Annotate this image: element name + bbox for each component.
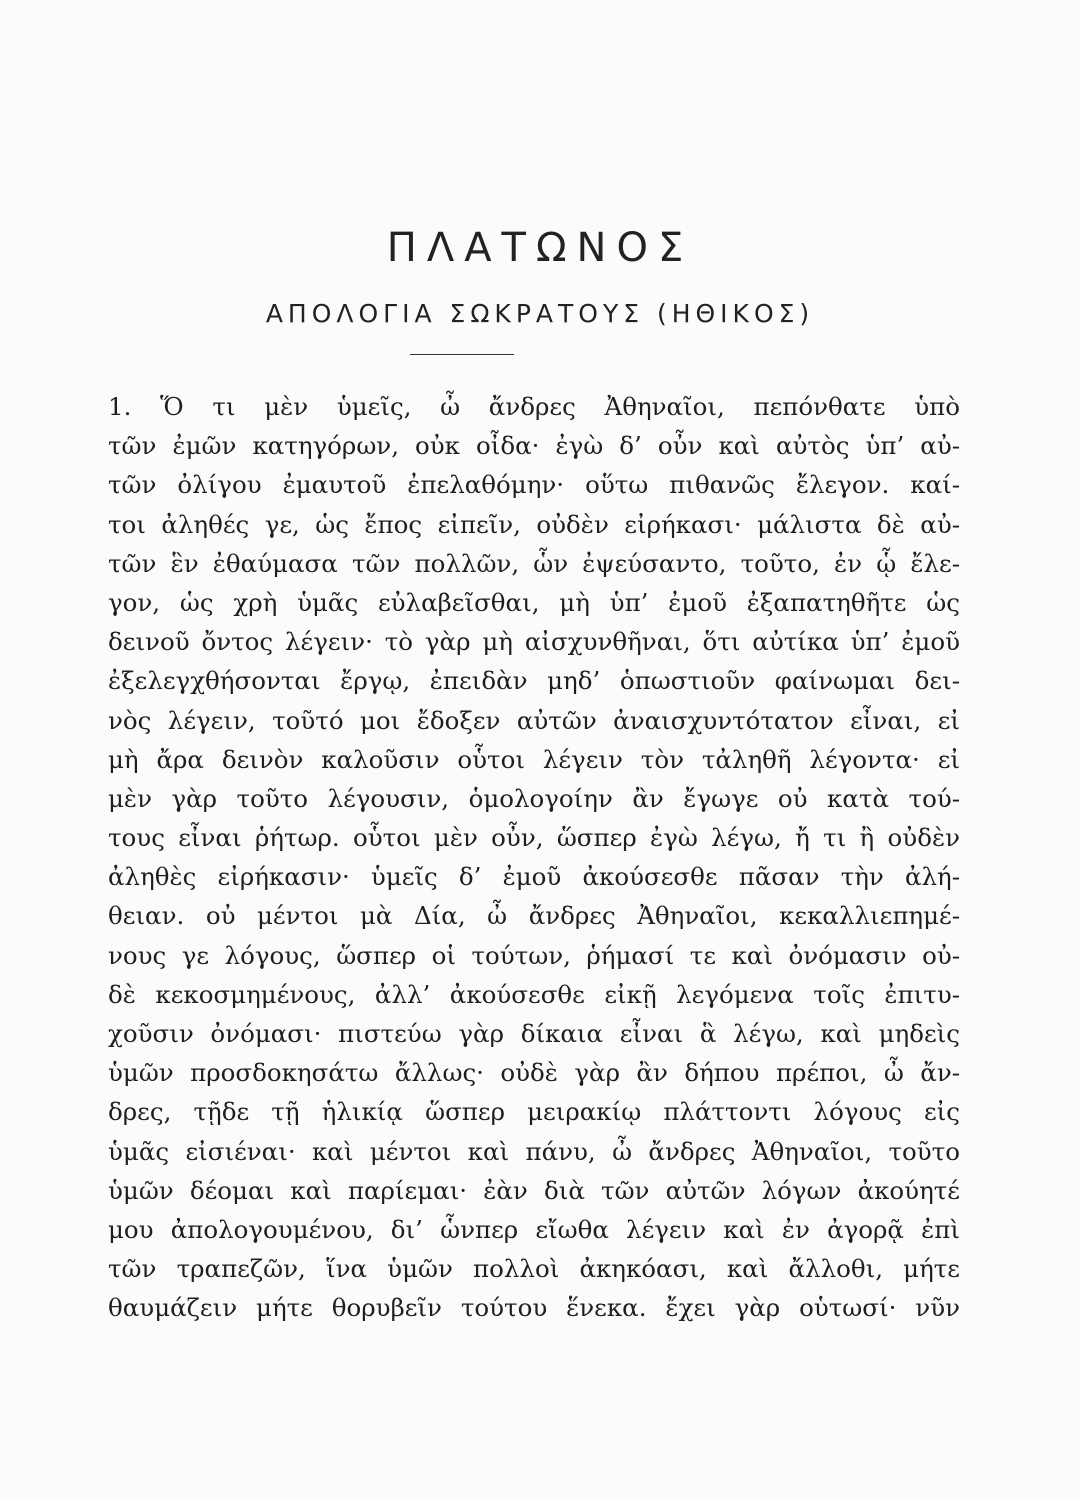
title-rule	[410, 354, 514, 355]
text-line: τῶν ἓν ἐθαύμασα τῶν πολλῶν, ὧν ἐψεύσαντο, τοῦτο, ἐν ᾧ ἔλε-	[108, 548, 960, 578]
text-line: τῶν ἐμῶν κατηγόρων, οὐκ οἶδα· ἐγὼ δ’ οὖν καὶ αὐτὸς ὑπ’ αὐ-	[108, 431, 960, 461]
text-line: νὸς λέγειν, τοῦτό μοι ἔδοξεν αὐτῶν ἀναισχυντότατον εἶναι, εἰ	[108, 705, 960, 735]
author-heading: ΠΛΑΤΩΝΟΣ	[386, 225, 694, 271]
text-line: ἐξελεγχθήσονται ἔργῳ, ἐπειδὰν μηδ’ ὁπωστιοῦν φαίνωμαι δει-	[108, 666, 960, 696]
text-line: ἀληθὲς εἰρήκασιν· ὑμεῖς δ’ ἐμοῦ ἀκούσεσθε πᾶσαν τὴν ἀλή-	[108, 862, 960, 892]
text-line: ὑμᾶς εἰσιέναι· καὶ μέντοι καὶ πάνυ, ὦ ἄνδρες Ἀθηναῖοι, τοῦτο	[108, 1136, 960, 1166]
text-line: γον, ὡς χρὴ ὑμᾶς εὐλαβεῖσθαι, μὴ ὑπ’ ἐμοῦ ἐξαπατηθῆτε ὡς	[108, 587, 960, 617]
text-line: δεινοῦ ὄντος λέγειν· τὸ γὰρ μὴ αἰσχυνθῆναι, ὅτι αὐτίκα ὑπ’ ἐμοῦ	[108, 627, 960, 657]
text-line: δὲ κεκοσμημένους, ἀλλ’ ἀκούσεσθε εἰκῇ λεγόμενα τοῖς ἐπιτυ-	[108, 979, 960, 1009]
text-line: 1. Ὅ τι μὲν ὑμεῖς, ὦ ἄνδρες Ἀθηναῖοι, πεπόνθατε ὑπὸ	[108, 392, 960, 421]
text-line: τοι ἀληθές γε, ὡς ἔπος εἰπεῖν, οὐδὲν εἰρήκασι· μάλιστα δὲ αὐ-	[108, 509, 960, 539]
body-text	[108, 387, 960, 1328]
text-line: μὲν γὰρ τοῦτο λέγουσιν, ὁμολογοίην ἂν ἔγωγε οὐ κατὰ τού-	[108, 783, 960, 813]
text-line: δρες, τῇδε τῇ ἡλικίᾳ ὥσπερ μειρακίῳ πλάττοντι λόγους εἰς	[108, 1097, 960, 1127]
text-line: θαυμάζειν μήτε θορυβεῖν τούτου ἕνεκα. ἔχει γὰρ οὑτωσί· νῦν	[108, 1293, 960, 1323]
text-line: χοῦσιν ὀνόμασι· πιστεύω γὰρ δίκαια εἶναι ἃ λέγω, καὶ μηδεὶς	[108, 1019, 960, 1048]
text-line: τῶν τραπεζῶν, ἵνα ὑμῶν πολλοὶ ἀκηκόασι, καὶ ἄλλοθι, μήτε	[108, 1254, 960, 1284]
text-line: μου ἀπολογουμένου, δι’ ὧνπερ εἴωθα λέγειν καὶ ἐν ἀγορᾷ ἐπὶ	[108, 1214, 960, 1244]
text-line: ὑμῶν προσδοκησάτω ἄλλως· οὐδὲ γὰρ ἂν δήπου πρέποι, ὦ ἄν-	[108, 1058, 960, 1088]
text-line: νους γε λόγους, ὥσπερ οἱ τούτων, ῥήμασί τε καὶ ὀνόμασιν οὐ-	[108, 940, 960, 970]
text-line: θειαν. οὐ μέντοι μὰ Δία, ὦ ἄνδρες Ἀθηναῖοι, κεκαλλιεπημέ-	[108, 901, 960, 931]
text-line: τους εἶναι ῥήτωρ. οὗτοι μὲν οὖν, ὥσπερ ἐγὼ λέγω, ἤ τι ἢ οὐδὲν	[108, 823, 960, 853]
text-line: ὑμῶν δέομαι καὶ παρίεμαι· ἐὰν διὰ τῶν αὐτῶν λόγων ἀκούητέ	[108, 1175, 960, 1205]
work-title: ΑΠΟΛΟΓΙΑ ΣΩΚΡΑΤΟΥΣ (ΗΘΙΚΟΣ)	[265, 299, 815, 328]
text-line: μὴ ἄρα δεινὸν καλοῦσιν οὗτοι λέγειν τὸν τἀληθῆ λέγοντα· εἰ	[108, 744, 960, 774]
text-line: τῶν ὀλίγου ἐμαυτοῦ ἐπελαθόμην· οὕτω πιθανῶς ἔλεγον. καί-	[108, 470, 960, 500]
